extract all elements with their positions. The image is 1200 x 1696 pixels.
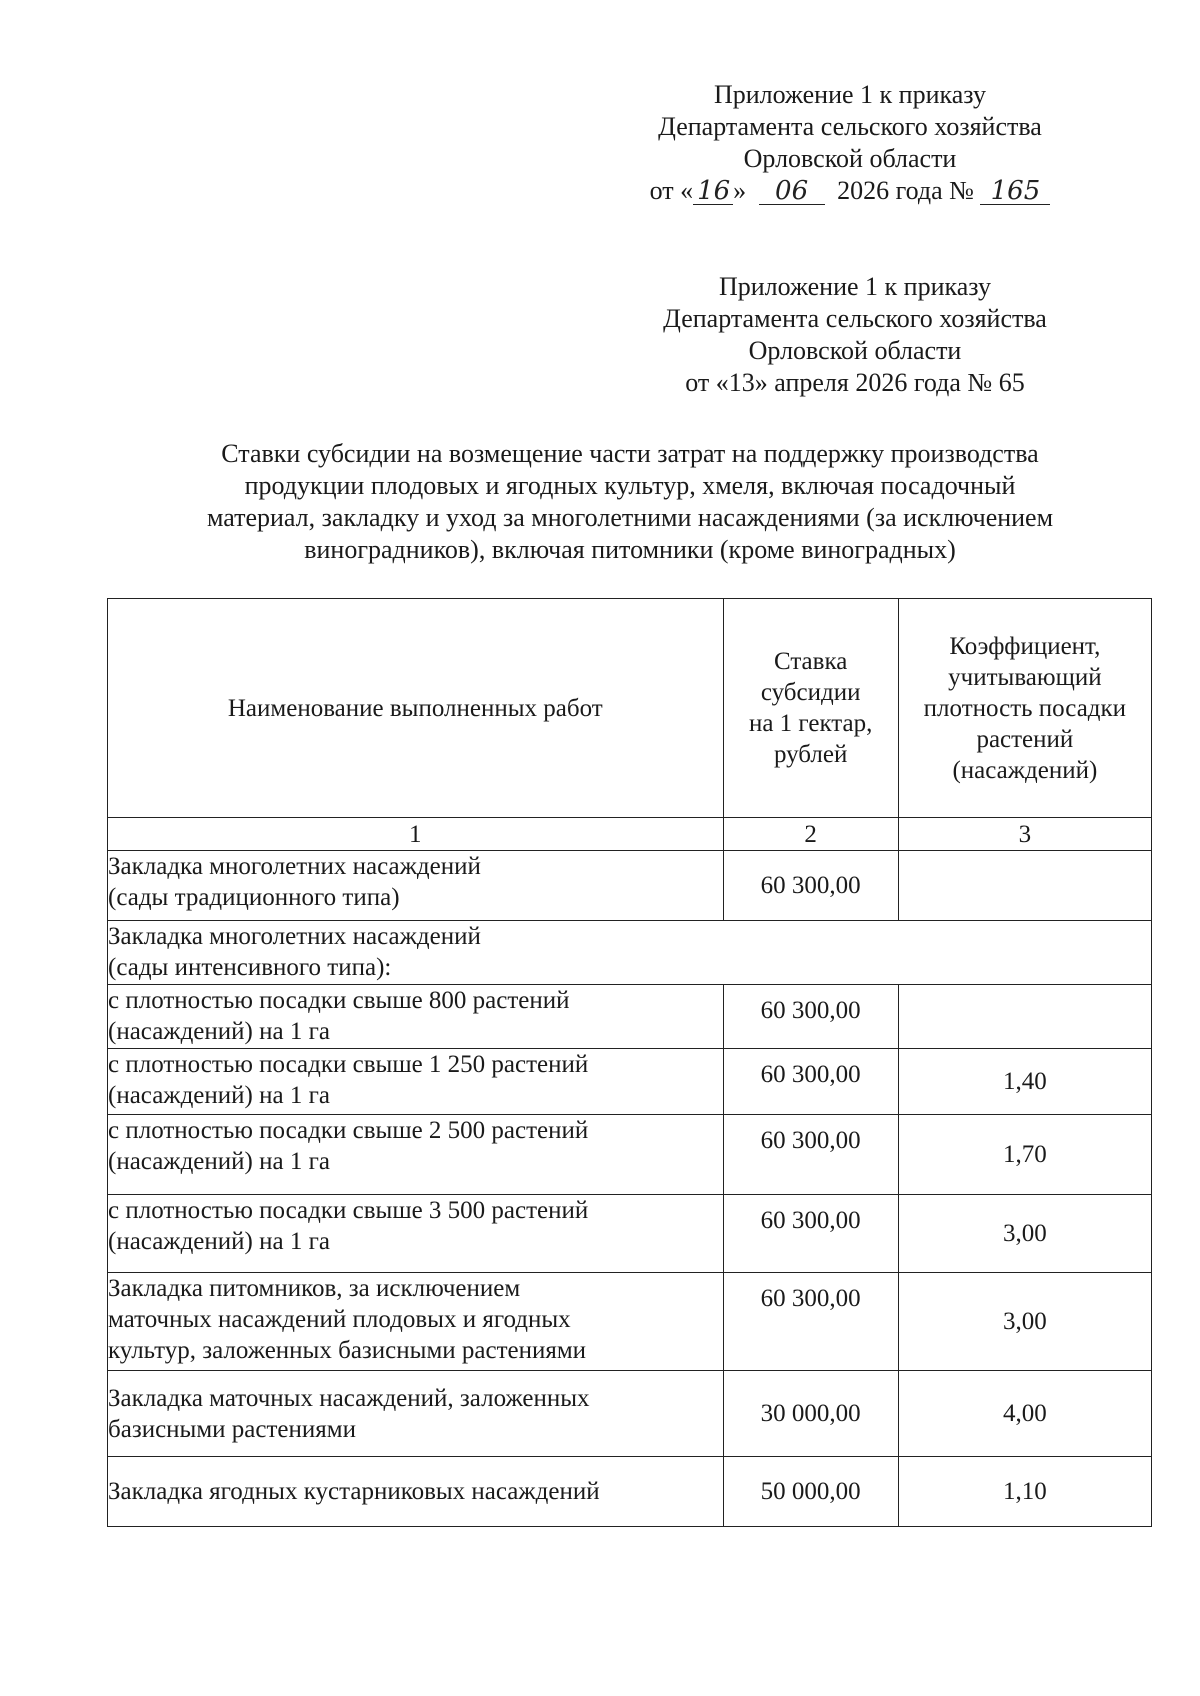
table-row bbox=[108, 985, 1152, 1049]
title-line: Ставки субсидии на возмещение части затрат на поддержку производства bbox=[221, 439, 1039, 468]
rate-value: 60 300,00 bbox=[723, 1195, 898, 1273]
handwritten-day: 16 bbox=[693, 178, 733, 205]
subsidy-rates-table bbox=[107, 598, 1152, 1527]
rate-value: 60 300,00 bbox=[723, 851, 898, 921]
appendix-header-previous bbox=[635, 271, 1075, 399]
header-coef-line: плотность посадки bbox=[923, 694, 1127, 722]
coefficient-value bbox=[898, 851, 1151, 921]
header-coef-line: Коэффициент, bbox=[949, 632, 1101, 660]
column-number: 3 bbox=[898, 818, 1151, 851]
work-name: Закладка ягодных кустарниковых насаждений bbox=[108, 1457, 724, 1527]
work-name: с плотностью посадки свыше 800 растений (насаждений) на 1 га bbox=[108, 985, 724, 1049]
table-row bbox=[108, 1115, 1152, 1195]
table-row bbox=[108, 1195, 1152, 1273]
column-number-row bbox=[108, 818, 1152, 851]
work-name: с плотностью посадки свыше 2 500 растений (насаждений) на 1 га bbox=[108, 1115, 724, 1195]
date-mid: » bbox=[733, 176, 747, 205]
appendix-date-line bbox=[630, 175, 1070, 207]
appendix-line: Приложение 1 к приказу bbox=[713, 80, 986, 109]
header-work-name: Наименование выполненных работ bbox=[108, 599, 724, 818]
table-header-row bbox=[108, 599, 1152, 818]
coefficient-value: 3,00 bbox=[898, 1273, 1151, 1371]
rate-value: 60 300,00 bbox=[723, 1273, 898, 1371]
appendix-line: Орловской области bbox=[743, 144, 957, 173]
header-rate-line: на 1 гектар, bbox=[748, 710, 873, 737]
coefficient-value: 1,70 bbox=[898, 1115, 1151, 1195]
rate-value: 60 300,00 bbox=[723, 1049, 898, 1115]
title-line: продукции плодовых и ягодных культур, хмеля, включая посадочный bbox=[244, 471, 1016, 500]
header-rate-line: рублей bbox=[773, 741, 848, 768]
appendix-line: Департамента сельского хозяйства bbox=[658, 112, 1042, 141]
header-rate bbox=[723, 599, 898, 818]
table-row bbox=[108, 1049, 1152, 1115]
section-heading: Закладка многолетних насаждений (сады интенсивного типа): bbox=[108, 921, 1152, 985]
table-section-row bbox=[108, 921, 1152, 985]
column-number: 2 bbox=[723, 818, 898, 851]
work-name: Закладка питомников, за исключением маточных насаждений плодовых и ягодных культур, заложенных базисными растениями bbox=[108, 1273, 724, 1371]
appendix-header-current bbox=[630, 79, 1070, 207]
column-number: 1 bbox=[108, 818, 724, 851]
table-row bbox=[108, 1457, 1152, 1527]
header-rate-line: Ставка bbox=[773, 648, 848, 675]
rate-value: 30 000,00 bbox=[723, 1371, 898, 1457]
coefficient-value bbox=[898, 985, 1151, 1049]
table-row bbox=[108, 1273, 1152, 1371]
header-coef-line: растений bbox=[976, 725, 1074, 753]
work-name: с плотностью посадки свыше 1 250 растений (насаждений) на 1 га bbox=[108, 1049, 724, 1115]
coefficient-value: 1,10 bbox=[898, 1457, 1151, 1527]
rate-value: 60 300,00 bbox=[723, 1115, 898, 1195]
handwritten-month: 06 bbox=[759, 178, 825, 205]
table-row bbox=[108, 851, 1152, 921]
table-row bbox=[108, 1371, 1152, 1457]
work-name: с плотностью посадки свыше 3 500 растений (насаждений) на 1 га bbox=[108, 1195, 724, 1273]
appendix-line: Приложение 1 к приказу bbox=[718, 272, 991, 301]
year-text: 2026 года № bbox=[837, 176, 974, 205]
date-prefix: от « bbox=[649, 176, 694, 205]
rate-value: 50 000,00 bbox=[723, 1457, 898, 1527]
appendix-line: Департамента сельского хозяйства bbox=[663, 304, 1047, 333]
header-coef-line: (насаждений) bbox=[952, 756, 1098, 784]
header-rate-line: субсидии bbox=[760, 679, 861, 706]
document-title bbox=[150, 438, 1110, 566]
work-name: Закладка многолетних насаждений (сады традиционного типа) bbox=[108, 851, 724, 921]
appendix-line: от «13» апреля 2026 года № 65 bbox=[685, 368, 1025, 397]
title-line: виноградников), включая питомники (кроме виноградных) bbox=[304, 535, 956, 564]
appendix-line: Орловской области bbox=[748, 336, 962, 365]
coefficient-value: 3,00 bbox=[898, 1195, 1151, 1273]
coefficient-value: 4,00 bbox=[898, 1371, 1151, 1457]
coefficient-value: 1,40 bbox=[898, 1049, 1151, 1115]
header-coef-line: учитывающий bbox=[948, 663, 1102, 691]
rate-value: 60 300,00 bbox=[723, 985, 898, 1049]
title-line: материал, закладку и уход за многолетними насаждениями (за исключением bbox=[206, 503, 1054, 532]
work-name: Закладка маточных насаждений, заложенных базисными растениями bbox=[108, 1371, 724, 1457]
handwritten-order-number: 165 bbox=[980, 178, 1050, 205]
header-coefficient bbox=[898, 599, 1151, 818]
